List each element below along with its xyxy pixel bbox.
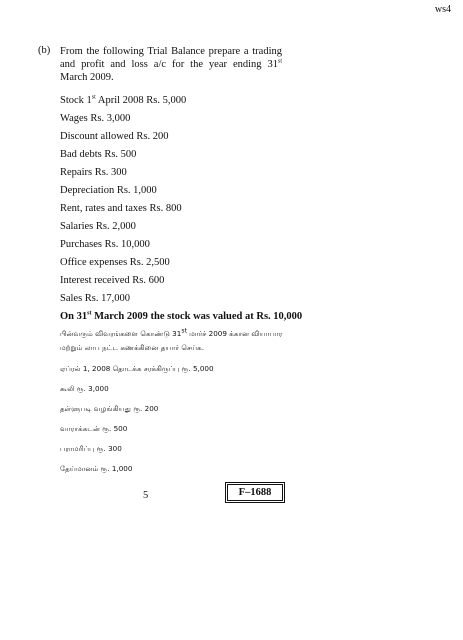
question-text xyxy=(60,45,282,84)
item-bad-debts: Bad debts Rs. 500 xyxy=(60,149,137,160)
item-wages: Wages Rs. 3,000 xyxy=(60,113,131,124)
stock-note-sup: st xyxy=(87,310,92,317)
question-text-sup: st xyxy=(277,58,282,65)
tamil-question-sup: st xyxy=(181,327,187,335)
item-repairs: Repairs Rs. 300 xyxy=(60,167,127,178)
header-code: ws4 xyxy=(434,4,451,15)
question-label: (b) xyxy=(38,45,51,56)
stock-note xyxy=(60,311,302,322)
item-rent: Rent, rates and taxes Rs. 800 xyxy=(60,203,182,214)
item-depreciation: Depreciation Rs. 1,000 xyxy=(60,185,157,196)
item-sales: Sales Rs. 17,000 xyxy=(60,293,131,304)
question-text-main: From the following Trial Balance prepare a trading and profit and loss a/c for the year ending 31 xyxy=(60,46,282,70)
tamil-item-stock: ஏப்ரல் 1, 2008 தொடக்க சரக்கிருப்பு ரூ. 5,000 xyxy=(60,364,214,373)
item-stock-post: April 2008 Rs. 5,000 xyxy=(95,95,187,106)
tamil-item-bad-debts: வாராக்கடன் ரூ. 500 xyxy=(60,424,128,433)
page-number: 5 xyxy=(143,490,149,501)
question-text-end: March 2009. xyxy=(60,72,114,83)
item-stock-pre: Stock 1 xyxy=(60,95,92,106)
item-office-expenses: Office expenses Rs. 2,500 xyxy=(60,257,170,268)
tamil-question xyxy=(60,327,300,355)
item-interest-received: Interest received Rs. 600 xyxy=(60,275,165,286)
tamil-item-repairs: பராமரிப்பு ரூ. 300 xyxy=(60,444,122,453)
item-stock-sup: st xyxy=(91,94,96,101)
stock-note-pre: On 31 xyxy=(60,311,88,322)
item-purchases: Purchases Rs. 10,000 xyxy=(60,239,150,250)
tamil-item-depreciation: தேய்மானம் ரூ. 1,000 xyxy=(60,464,133,473)
tamil-question-post: மார்ச் 2009 க்கான வியாபார மற்றும் லாப நட்ட கணக்கினை தயார் செய்க. xyxy=(60,329,283,352)
item-stock xyxy=(60,95,186,106)
tamil-item-wages: கூலி ரூ. 3,000 xyxy=(60,384,109,393)
stock-note-post: March 2009 the stock was valued at Rs. 10,000 xyxy=(91,311,303,322)
item-salaries: Salaries Rs. 2,000 xyxy=(60,221,136,232)
tamil-item-discount: தள்ளுபடி வழங்கியது ரூ. 200 xyxy=(60,404,159,413)
item-discount: Discount allowed Rs. 200 xyxy=(60,131,169,142)
tamil-question-pre: பின்வரும் விவரங்களை கொண்டு 31 xyxy=(60,329,182,338)
paper-code-box: F–1688 xyxy=(227,484,283,501)
